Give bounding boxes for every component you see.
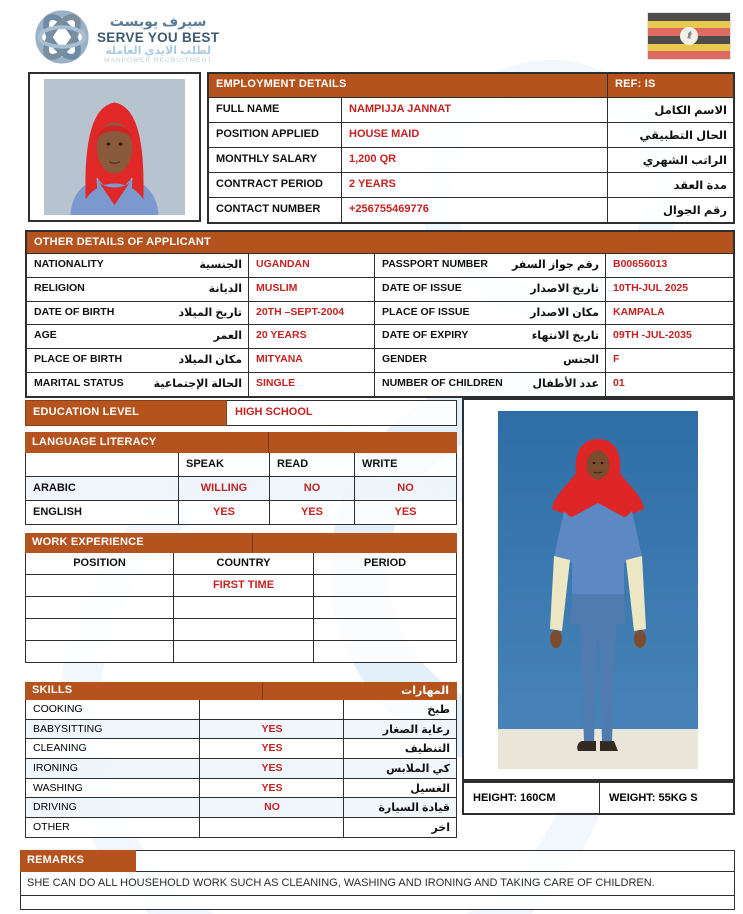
other-skill-label: OTHER <box>33 821 70 834</box>
row-monthly-salary <box>209 147 733 172</box>
row-marital-children <box>27 372 733 396</box>
contact-number-label: CONTACT NUMBER <box>216 203 321 215</box>
full-name-value: NAMPIJJA JANNAT <box>341 98 607 122</box>
contract-period-arabic: مدة العقد <box>607 173 733 197</box>
skills-table <box>25 682 457 838</box>
row-full-name <box>209 97 733 122</box>
position-column-header: POSITION <box>73 557 126 569</box>
education-level-section <box>25 400 457 426</box>
experience-position <box>26 619 173 640</box>
language-literacy-title: LANGUAGE LITERACY <box>25 432 457 453</box>
driving-value: NO <box>199 798 343 817</box>
logo-arabic-title: سيرف يوبست <box>109 13 207 30</box>
remarks-empty-row <box>20 896 735 910</box>
agency-logo <box>33 8 219 71</box>
work-experience-title: WORK EXPERIENCE <box>25 533 457 553</box>
logo-arabic-subtitle: لطلب الايدي العاملة <box>105 45 212 58</box>
experience-country <box>173 619 313 640</box>
nationality-label: NATIONALITY <box>34 258 104 270</box>
monthly-salary-arabic: الراتب الشهري <box>607 148 733 172</box>
logo-english-title: SERVE YOU BEST <box>97 29 220 45</box>
weight-value: WEIGHT: 55KG S <box>599 783 733 813</box>
date-of-expiry-arabic: تاريخ الانتهاء <box>531 330 599 343</box>
experience-position <box>26 597 173 618</box>
row-driving <box>25 798 457 818</box>
gender-label: GENDER <box>382 353 427 366</box>
religion-arabic: الديانة <box>208 282 242 295</box>
row-other-skill <box>25 818 457 838</box>
date-of-issue-arabic: تاريخ الاصدار <box>530 282 599 295</box>
logo-english-subtitle: MANPOWER RECRUITMENT <box>104 57 213 65</box>
english-speak-value: YES <box>178 501 269 524</box>
read-column-header: READ <box>269 453 354 476</box>
row-birth-date-issue-place <box>27 301 733 325</box>
ironing-value: YES <box>199 759 343 778</box>
row-position-applied <box>209 122 733 147</box>
washing-value: YES <box>199 779 343 798</box>
experience-position <box>26 641 173 662</box>
speak-column-header: SPEAK <box>178 453 269 476</box>
crane-emblem-icon <box>680 27 698 45</box>
arabic-language-label: ARABIC <box>33 482 76 494</box>
applicant-portrait-photo <box>28 72 201 222</box>
row-age-expiry-date <box>27 324 733 348</box>
work-experience-table <box>25 533 457 663</box>
height-weight-table <box>462 781 735 815</box>
other-skill-value <box>199 818 343 837</box>
gender-arabic: الجنس <box>563 354 599 367</box>
other-details-title: OTHER DETAILS OF APPLICANT <box>27 232 733 253</box>
work-experience-row <box>25 575 457 597</box>
other-details-table <box>25 230 735 398</box>
experience-position <box>26 575 173 596</box>
age-label: AGE <box>34 329 57 342</box>
babysitting-value: YES <box>199 720 343 739</box>
experience-country <box>173 597 313 618</box>
nationality-value: UGANDAN <box>248 254 374 277</box>
place-of-issue-value: KAMPALA <box>605 302 733 325</box>
position-applied-value: HOUSE MAID <box>341 123 607 147</box>
cooking-value <box>199 700 343 719</box>
skills-title: SKILLS المهارات <box>25 682 457 700</box>
contract-period-label: CONTRACT PERIOD <box>216 178 323 190</box>
remarks-header-blank <box>136 850 735 872</box>
number-of-children-value: 01 <box>605 373 733 396</box>
cleaning-arabic: التنظيف <box>343 739 456 758</box>
passport-number-label: PASSPORT NUMBER <box>382 258 488 270</box>
contact-number-value: +256755469776 <box>341 198 607 222</box>
experience-period <box>313 619 456 640</box>
english-read-value: YES <box>269 501 354 524</box>
position-applied-arabic: الحال التطبيقي <box>607 123 733 147</box>
ironing-arabic: كي الملابس <box>343 759 456 778</box>
ironing-label: IRONING <box>33 762 78 775</box>
date-of-issue-value: 10TH-JUL 2025 <box>605 278 733 301</box>
experience-period <box>313 641 456 662</box>
row-cooking <box>25 700 457 720</box>
religion-value: MUSLIM <box>248 278 374 301</box>
washing-label: WASHING <box>33 781 83 794</box>
employment-details-table <box>207 72 735 224</box>
marital-status-label: MARITAL STATUS <box>34 376 124 389</box>
work-experience-row <box>25 597 457 619</box>
agency-logo-text <box>97 14 219 64</box>
marital-status-value: SINGLE <box>248 373 374 396</box>
ref-number: REF: IS <box>607 74 733 97</box>
cooking-arabic: طبخ <box>343 700 456 719</box>
experience-country <box>173 641 313 662</box>
row-contract-period <box>209 172 733 197</box>
uganda-flag <box>648 13 730 59</box>
arabic-read-value: NO <box>269 477 354 500</box>
experience-country: FIRST TIME <box>173 575 313 596</box>
row-contact-number <box>209 197 733 222</box>
place-of-issue-label: PLACE OF ISSUE <box>382 305 470 318</box>
driving-arabic: قيادة السيارة <box>343 798 456 817</box>
experience-period <box>313 597 456 618</box>
education-level-title: EDUCATION LEVEL <box>25 400 227 426</box>
full-name-label: FULL NAME <box>216 103 280 115</box>
other-skill-arabic: اخر <box>343 818 456 837</box>
row-babysitting <box>25 720 457 740</box>
english-write-value: YES <box>354 501 456 524</box>
number-of-children-arabic: عدد الأطفال <box>532 377 599 390</box>
religion-label: RELIGION <box>34 281 85 294</box>
remarks-text: SHE CAN DO ALL HOUSEHOLD WORK SUCH AS CLEANING, WASHING AND IRONING AND TAKING CARE OF CHILDREN. <box>20 872 735 896</box>
monthly-salary-label: MONTHLY SALARY <box>216 153 318 165</box>
remarks-section <box>20 850 735 910</box>
babysitting-arabic: رعاية الصغار <box>343 720 456 739</box>
row-english-literacy <box>25 501 457 525</box>
row-washing <box>25 779 457 799</box>
globe-knot-icon <box>33 8 91 71</box>
applicant-fullbody-photo <box>462 398 735 781</box>
remarks-title: REMARKS <box>20 850 136 872</box>
date-of-expiry-value: 09TH -JUL-2035 <box>605 325 733 348</box>
country-column-header: COUNTRY <box>173 553 313 574</box>
marital-status-arabic: الحالة الإجتماعية <box>153 377 242 390</box>
cleaning-label: CLEANING <box>33 742 87 755</box>
position-applied-label: POSITION APPLIED <box>216 128 319 140</box>
arabic-speak-value: WILLING <box>178 477 269 500</box>
place-of-birth-label: PLACE OF BIRTH <box>34 353 123 366</box>
row-cleaning <box>25 739 457 759</box>
row-religion-issue-date <box>27 277 733 301</box>
gender-value: F <box>605 349 733 372</box>
arabic-write-value: NO <box>354 477 456 500</box>
date-of-issue-label: DATE OF ISSUE <box>382 281 462 294</box>
number-of-children-label: NUMBER OF CHILDREN <box>382 376 503 389</box>
monthly-salary-value: 1,200 QR <box>341 148 607 172</box>
language-literacy-table <box>25 432 457 525</box>
education-level-value: HIGH SCHOOL <box>227 400 457 426</box>
row-birth-place-gender <box>27 348 733 372</box>
washing-arabic: الغسيل <box>343 779 456 798</box>
work-experience-row <box>25 641 457 663</box>
skills-title-arabic: المهارات <box>401 685 449 697</box>
place-of-birth-value: MITYANA <box>248 349 374 372</box>
date-of-birth-label: DATE OF BIRTH <box>34 305 115 318</box>
experience-period <box>313 575 456 596</box>
work-header-row <box>25 553 457 575</box>
period-column-header: PERIOD <box>313 553 456 574</box>
date-of-birth-value: 20TH –SEPT-2004 <box>248 302 374 325</box>
driving-label: DRIVING <box>33 801 77 814</box>
english-language-label: ENGLISH <box>33 506 82 518</box>
nationality-arabic: الجنسية <box>199 259 242 271</box>
passport-number-arabic: رقم جواز السفر <box>511 259 599 271</box>
cleaning-value: YES <box>199 739 343 758</box>
cooking-label: COOKING <box>33 703 83 715</box>
age-value: 20 YEARS <box>248 325 374 348</box>
row-arabic-literacy <box>25 477 457 501</box>
work-experience-row <box>25 619 457 641</box>
passport-number-value: B00656013 <box>605 254 733 277</box>
language-header-row <box>25 453 457 477</box>
full-name-arabic: الاسم الكامل <box>607 98 733 122</box>
row-nationality-passport <box>27 253 733 277</box>
row-ironing <box>25 759 457 779</box>
employment-details-title: EMPLOYMENT DETAILS <box>216 78 347 90</box>
date-of-birth-arabic: تاريخ الميلاد <box>178 306 242 319</box>
place-of-issue-arabic: مكان الاصدار <box>530 306 599 319</box>
date-of-expiry-label: DATE OF EXPIRY <box>382 329 469 342</box>
write-column-header: WRITE <box>354 453 456 476</box>
height-value: HEIGHT: 160CM <box>473 792 556 804</box>
contact-number-arabic: رقم الجوال <box>607 198 733 222</box>
babysitting-label: BABYSITTING <box>33 722 103 735</box>
age-arabic: العمر <box>213 330 242 343</box>
place-of-birth-arabic: مكان الميلاد <box>178 354 242 367</box>
contract-period-value: 2 YEARS <box>341 173 607 197</box>
